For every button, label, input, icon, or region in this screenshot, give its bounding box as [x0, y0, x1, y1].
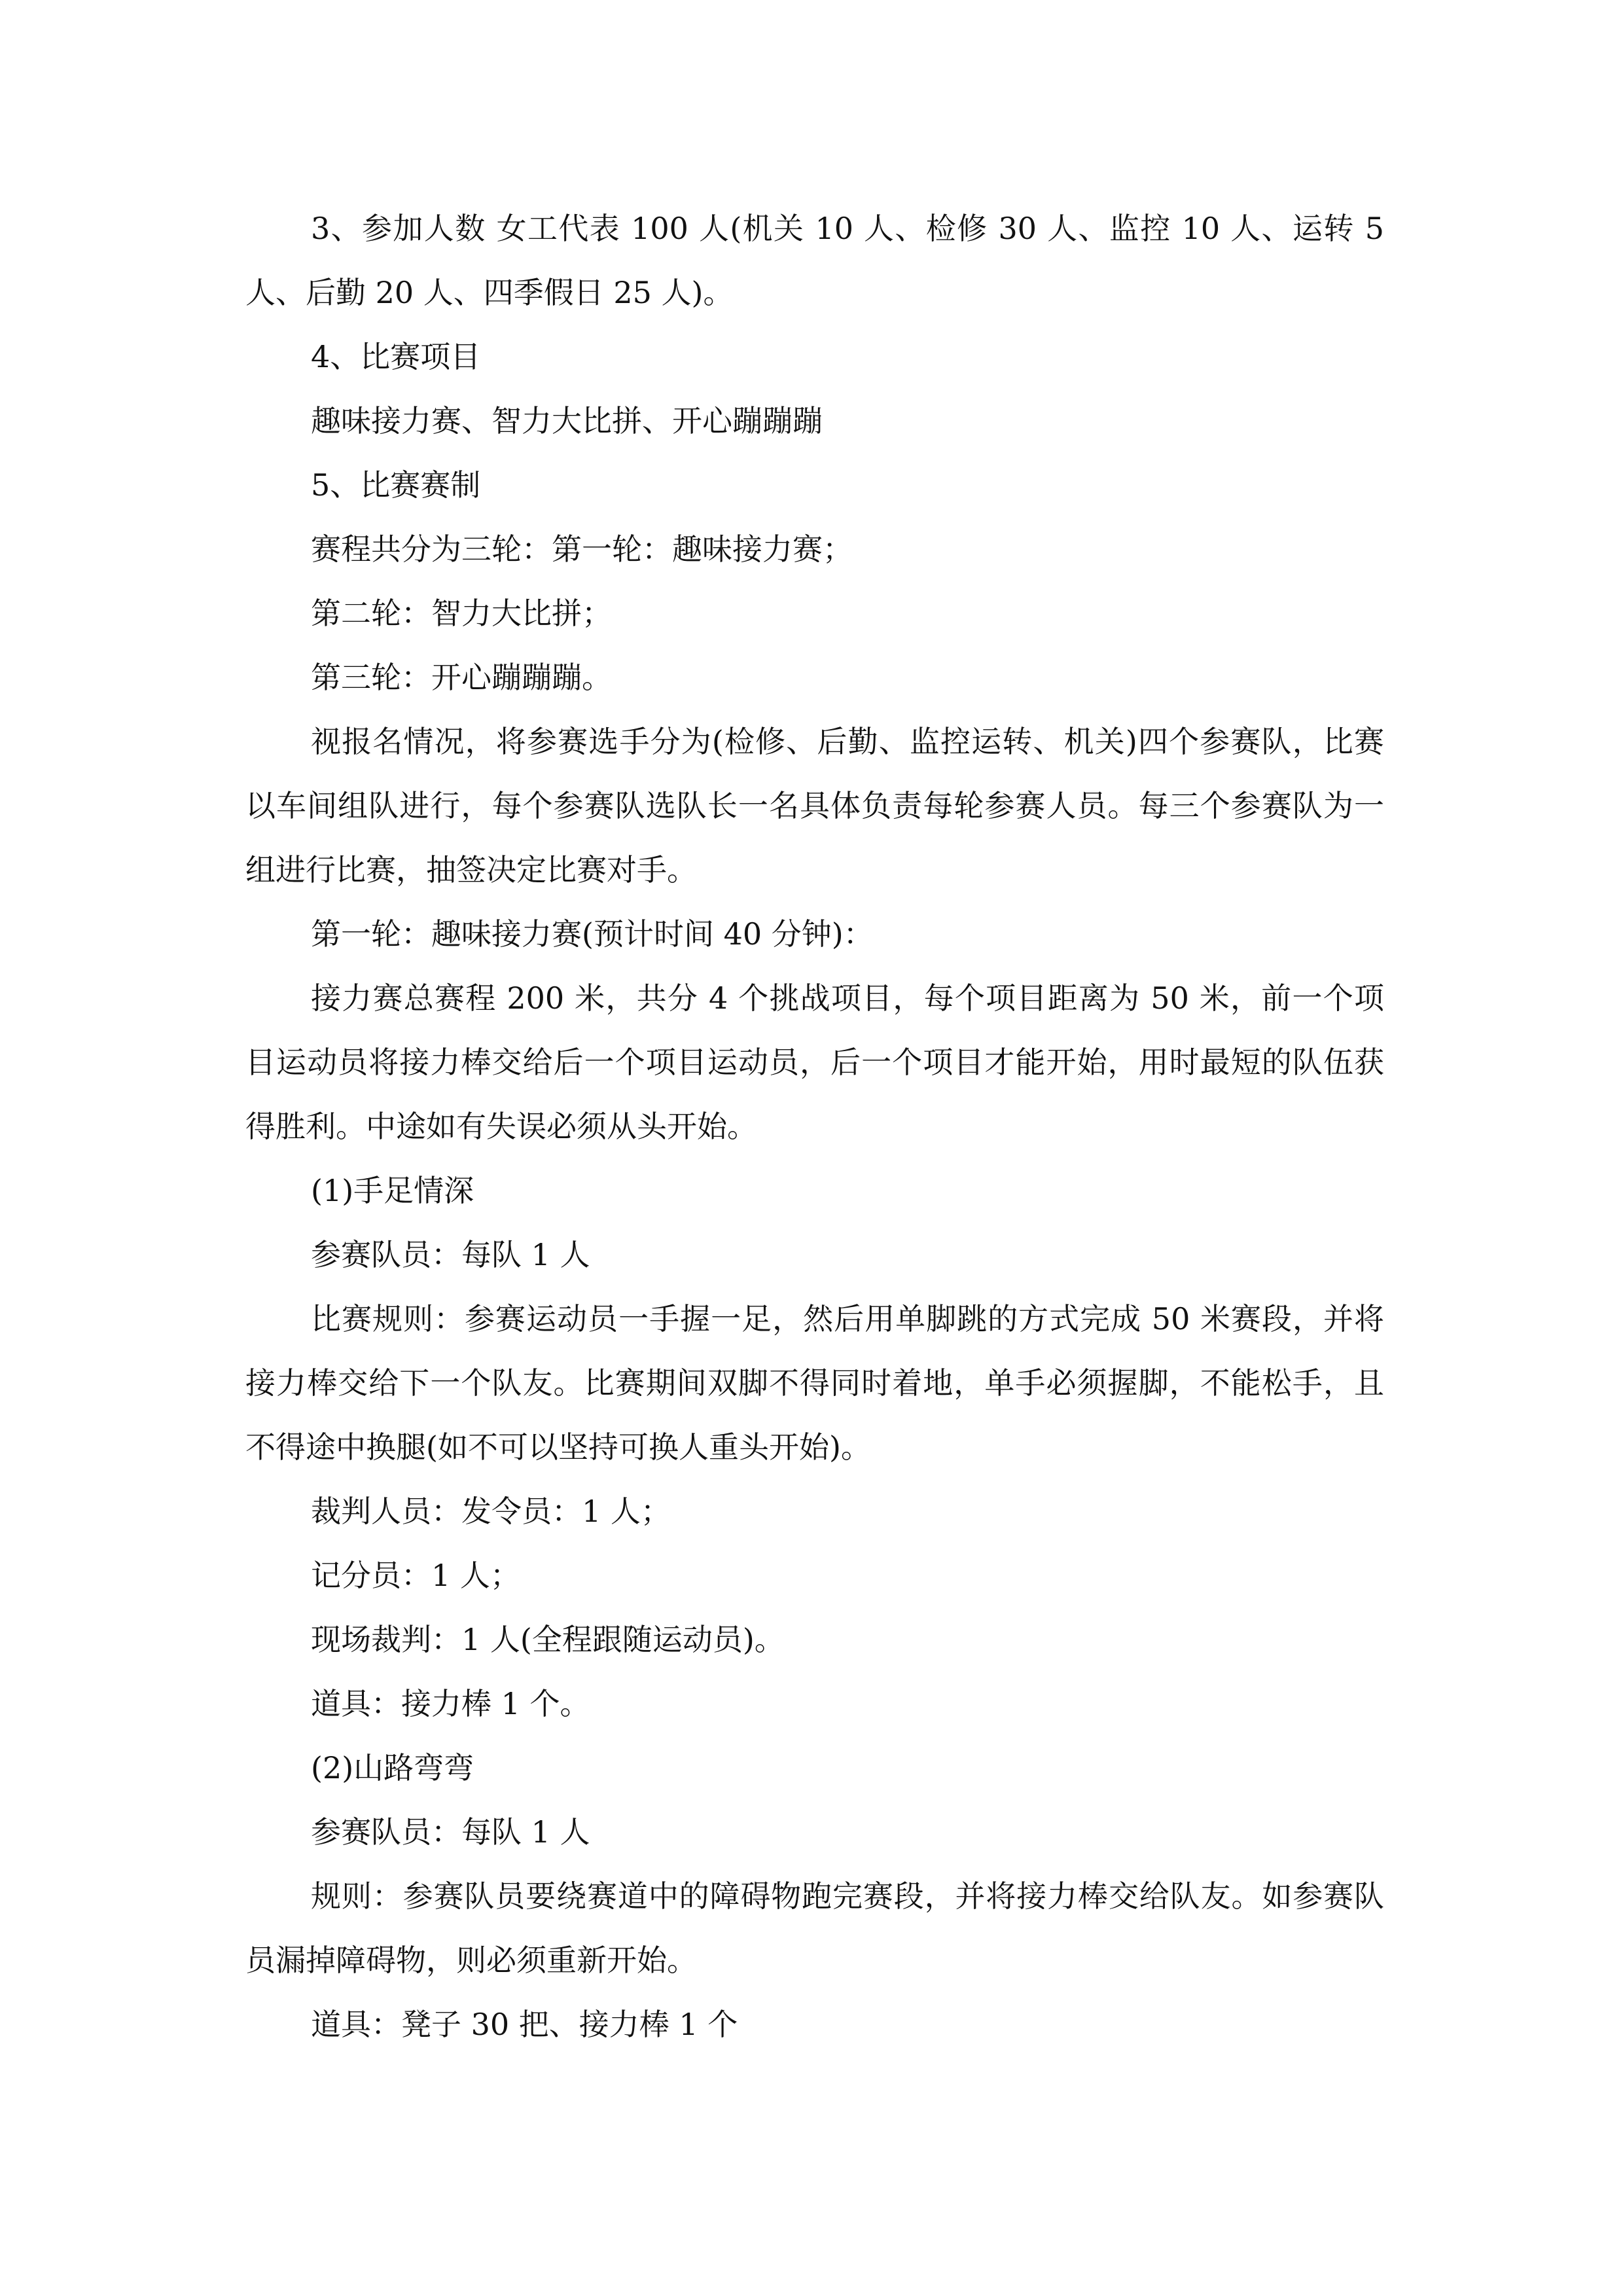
paragraph-participants: 3、参加人数 女工代表 100 人(机关 10 人、检修 30 人、监控 10 人、运转 5 人、后勤 20 人、四季假日 25 人)。	[245, 211, 1384, 310]
paragraph-item-one-players: 参赛队员：每队 1 人	[311, 1237, 590, 1272]
paragraph-round-one: 赛程共分为三轮：第一轮：趣味接力赛；	[311, 531, 853, 567]
heading-format: 5、比赛赛制	[311, 467, 481, 503]
paragraph-item-one-props: 道具：接力棒 1 个。	[311, 1686, 590, 1721]
paragraph-item-two-players: 参赛队员：每队 1 人	[311, 1814, 590, 1850]
heading-item-one: (1)手足情深	[311, 1173, 474, 1208]
heading-item-two: (2)山路弯弯	[311, 1750, 474, 1785]
paragraph-round-two: 第二轮：智力大比拼；	[311, 596, 612, 631]
paragraph-round-three: 第三轮：开心蹦蹦蹦。	[311, 660, 612, 695]
document-body	[245, 196, 1384, 2056]
paragraph-teams: 视报名情况，将参赛选手分为(检修、后勤、监控运转、机关)四个参赛队，比赛以车间组队进行，每个参赛队选队长一名具体负责每轮参赛人员。每三个参赛队为一组进行比赛，抽签决定比赛对手。	[245, 724, 1384, 888]
paragraph-item-one-rules: 比赛规则：参赛运动员一手握一足，然后用单脚跳的方式完成 50 米赛段，并将接力棒交给下一个队友。比赛期间双脚不得同时着地，单手必须握脚，不能松手，且不得途中换腿(如不可以坚持可换人重头开始)。	[245, 1301, 1384, 1465]
paragraph-referee-field: 现场裁判：1 人(全程跟随运动员)。	[311, 1622, 785, 1657]
paragraph-relay-rules: 接力赛总赛程 200 米，共分 4 个挑战项目，每个项目距离为 50 米，前一个项目运动员将接力棒交给后一个项目运动员，后一个项目才能开始，用时最短的队伍获得胜利。中途如有失误必须从头开始。	[245, 980, 1384, 1144]
heading-events: 4、比赛项目	[311, 339, 481, 374]
paragraph-item-two-props: 道具：凳子 30 把、接力棒 1 个	[311, 2007, 738, 2042]
paragraph-item-two-rules: 规则：参赛队员要绕赛道中的障碍物跑完赛段，并将接力棒交给队友。如参赛队员漏掉障碍物，则必须重新开始。	[245, 1878, 1384, 1978]
paragraph-event-list: 趣味接力赛、智力大比拼、开心蹦蹦蹦	[311, 403, 823, 439]
paragraph-referee-scorer: 记分员：1 人；	[311, 1558, 520, 1593]
heading-relay: 第一轮：趣味接力赛(预计时间 40 分钟)：	[311, 916, 874, 952]
paragraph-referee-starter: 裁判人员：发令员：1 人；	[311, 1494, 671, 1529]
